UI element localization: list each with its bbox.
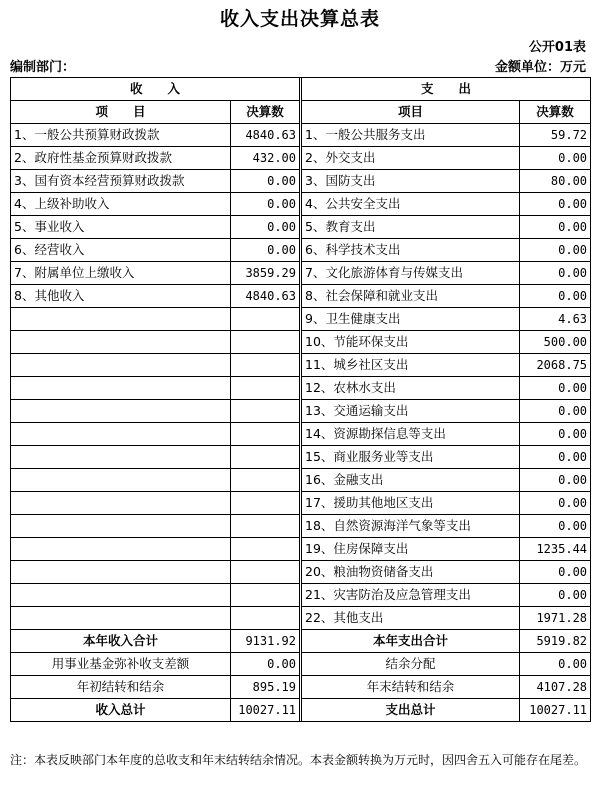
table-row xyxy=(11,239,591,262)
expense-amount: 0.00 xyxy=(520,446,591,469)
expense-amount: 0.00 xyxy=(520,561,591,584)
table-row xyxy=(11,561,591,584)
income-item xyxy=(11,354,231,377)
income-amount xyxy=(231,515,300,538)
table-row xyxy=(11,492,591,515)
expense-total-amount: 0.00 xyxy=(520,653,591,676)
income-amount xyxy=(231,538,300,561)
table-row xyxy=(11,262,591,285)
income-amount xyxy=(231,492,300,515)
expense-item: 7、文化旅游体育与传媒支出 xyxy=(302,262,520,285)
expense-total-amount: 5919.82 xyxy=(520,630,591,653)
expense-total-label: 本年支出合计 xyxy=(302,630,520,653)
unit-label: 金额单位：万元 xyxy=(494,60,586,75)
form-number: 公开01表 xyxy=(528,40,586,55)
expense-amount: 4.63 xyxy=(520,308,591,331)
expense-item: 15、商业服务业等支出 xyxy=(302,446,520,469)
income-amount xyxy=(231,561,300,584)
income-item: 2、政府性基金预算财政拨款 xyxy=(11,147,231,170)
income-item: 3、国有资本经营预算财政拨款 xyxy=(11,170,231,193)
expense-item: 12、农林水支出 xyxy=(302,377,520,400)
income-total-amount: 895.19 xyxy=(231,676,300,699)
income-item-header: 项 目 xyxy=(11,101,231,124)
expense-item: 5、教育支出 xyxy=(302,216,520,239)
expense-amount: 1235.44 xyxy=(520,538,591,561)
table-row xyxy=(11,377,591,400)
expense-item: 19、住房保障支出 xyxy=(302,538,520,561)
income-item xyxy=(11,561,231,584)
income-amount xyxy=(231,423,300,446)
expense-amount: 0.00 xyxy=(520,193,591,216)
table-row xyxy=(11,308,591,331)
income-item: 6、经营收入 xyxy=(11,239,231,262)
income-item: 1、一般公共预算财政拨款 xyxy=(11,124,231,147)
table-row xyxy=(11,515,591,538)
expense-item: 1、一般公共服务支出 xyxy=(302,124,520,147)
income-amount: 432.00 xyxy=(231,147,300,170)
expense-item: 16、金融支出 xyxy=(302,469,520,492)
expense-item: 9、卫生健康支出 xyxy=(302,308,520,331)
income-item xyxy=(11,400,231,423)
income-item: 7、附属单位上缴收入 xyxy=(11,262,231,285)
report-title: 收入支出决算总表 xyxy=(219,8,380,30)
expense-amount: 0.00 xyxy=(520,147,591,170)
expense-item: 18、自然资源海洋气象等支出 xyxy=(302,515,520,538)
income-item xyxy=(11,331,231,354)
expense-total-label: 年末结转和结余 xyxy=(302,676,520,699)
income-total-label: 用事业基金弥补收支差额 xyxy=(11,653,231,676)
expense-amount: 0.00 xyxy=(520,423,591,446)
income-total-label: 本年收入合计 xyxy=(11,630,231,653)
income-amount xyxy=(231,354,300,377)
income-total-amount: 10027.11 xyxy=(231,699,300,722)
table-row xyxy=(11,584,591,607)
table-row xyxy=(11,423,591,446)
income-amount: 3859.29 xyxy=(231,262,300,285)
table-row xyxy=(11,446,591,469)
expense-item: 22、其他支出 xyxy=(302,607,520,630)
income-item xyxy=(11,538,231,561)
expense-amount: 1971.28 xyxy=(520,607,591,630)
table-row xyxy=(11,285,591,308)
expense-item: 10、节能环保支出 xyxy=(302,331,520,354)
expense-amount: 80.00 xyxy=(520,170,591,193)
expense-amount: 59.72 xyxy=(520,124,591,147)
expense-amount-header: 决算数 xyxy=(520,101,591,124)
income-item xyxy=(11,515,231,538)
income-item: 4、上级补助收入 xyxy=(11,193,231,216)
income-amount xyxy=(231,469,300,492)
expense-amount: 0.00 xyxy=(520,584,591,607)
table-row xyxy=(11,354,591,377)
income-item xyxy=(11,469,231,492)
expense-item: 8、社会保障和就业支出 xyxy=(302,285,520,308)
section-header-row xyxy=(11,78,591,101)
income-item xyxy=(11,308,231,331)
table-row xyxy=(11,469,591,492)
expense-item-header: 项目 xyxy=(302,101,520,124)
table-row xyxy=(11,193,591,216)
expense-item: 11、城乡社区支出 xyxy=(302,354,520,377)
table-row xyxy=(11,124,591,147)
income-amount xyxy=(231,584,300,607)
income-amount xyxy=(231,331,300,354)
expense-item: 6、科学技术支出 xyxy=(302,239,520,262)
income-section-header: 收 入 xyxy=(11,78,300,101)
table-row xyxy=(11,400,591,423)
expense-amount: 0.00 xyxy=(520,400,591,423)
expense-item: 21、灾害防治及应急管理支出 xyxy=(302,584,520,607)
table-row xyxy=(11,331,591,354)
income-expense-table xyxy=(10,77,591,722)
income-amount: 4840.63 xyxy=(231,285,300,308)
income-item xyxy=(11,446,231,469)
income-total-label: 年初结转和结余 xyxy=(11,676,231,699)
expense-amount: 0.00 xyxy=(520,377,591,400)
income-item: 5、事业收入 xyxy=(11,216,231,239)
expense-total-amount: 10027.11 xyxy=(520,699,591,722)
expense-item: 3、国防支出 xyxy=(302,170,520,193)
expense-section-header: 支 出 xyxy=(302,78,591,101)
expense-total-label: 结余分配 xyxy=(302,653,520,676)
expense-amount: 500.00 xyxy=(520,331,591,354)
income-total-amount: 0.00 xyxy=(231,653,300,676)
income-item xyxy=(11,607,231,630)
expense-item: 20、粮油物资储备支出 xyxy=(302,561,520,584)
table-row xyxy=(11,607,591,630)
income-amount: 0.00 xyxy=(231,216,300,239)
expense-amount: 0.00 xyxy=(520,492,591,515)
total-row xyxy=(11,699,591,722)
expense-item: 14、资源勘探信息等支出 xyxy=(302,423,520,446)
expense-item: 4、公共安全支出 xyxy=(302,193,520,216)
income-item xyxy=(11,492,231,515)
income-amount: 0.00 xyxy=(231,239,300,262)
expense-amount: 2068.75 xyxy=(520,354,591,377)
income-item xyxy=(11,584,231,607)
expense-amount: 0.00 xyxy=(520,469,591,492)
total-row xyxy=(11,653,591,676)
expense-total-amount: 4107.28 xyxy=(520,676,591,699)
income-total-amount: 9131.92 xyxy=(231,630,300,653)
total-row xyxy=(11,630,591,653)
table-row xyxy=(11,147,591,170)
expense-item: 13、交通运输支出 xyxy=(302,400,520,423)
table-row xyxy=(11,216,591,239)
income-item xyxy=(11,423,231,446)
income-total-label: 收入总计 xyxy=(11,699,231,722)
total-row xyxy=(11,676,591,699)
table-row xyxy=(11,170,591,193)
income-item xyxy=(11,377,231,400)
income-amount xyxy=(231,400,300,423)
income-amount xyxy=(231,607,300,630)
expense-item: 17、援助其他地区支出 xyxy=(302,492,520,515)
table-row xyxy=(11,538,591,561)
income-amount: 4840.63 xyxy=(231,124,300,147)
income-item: 8、其他收入 xyxy=(11,285,231,308)
expense-amount: 0.00 xyxy=(520,285,591,308)
income-amount xyxy=(231,308,300,331)
income-amount: 0.00 xyxy=(231,170,300,193)
income-amount-header: 决算数 xyxy=(231,101,300,124)
income-amount xyxy=(231,446,300,469)
expense-amount: 0.00 xyxy=(520,216,591,239)
income-amount: 0.00 xyxy=(231,193,300,216)
expense-amount: 0.00 xyxy=(520,515,591,538)
expense-total-label: 支出总计 xyxy=(302,699,520,722)
department-label: 编制部门： xyxy=(10,60,76,75)
expense-amount: 0.00 xyxy=(520,262,591,285)
column-header-row xyxy=(11,101,591,124)
income-amount xyxy=(231,377,300,400)
expense-amount: 0.00 xyxy=(520,239,591,262)
expense-item: 2、外交支出 xyxy=(302,147,520,170)
footnote: 注：本表反映部门本年度的总收支和年末结转结余情况。本表金额转换为万元时，因四舍五入可能存在尾差。 xyxy=(10,753,587,767)
